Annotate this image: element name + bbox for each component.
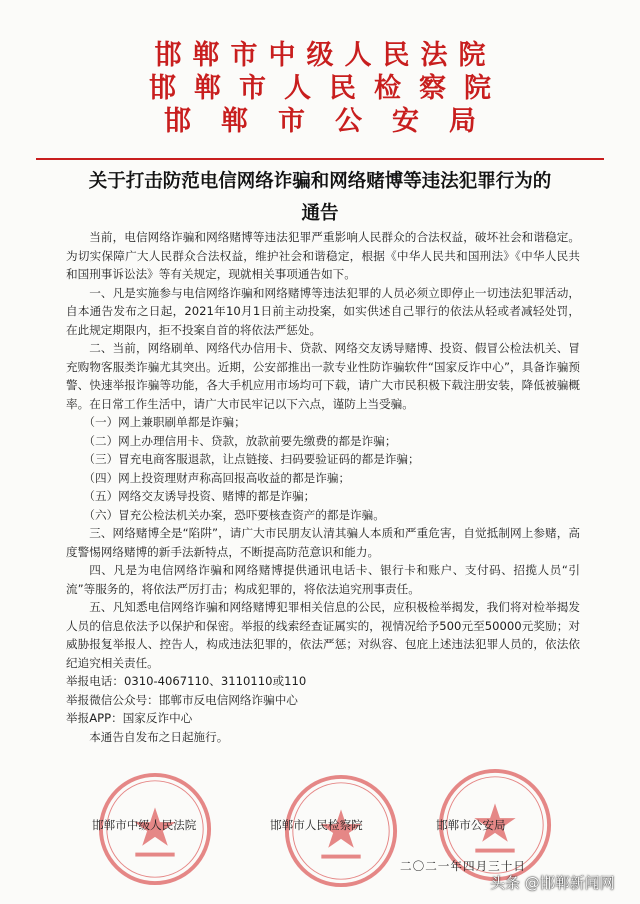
red-divider-line	[36, 158, 604, 160]
notice-body	[66, 228, 580, 746]
paragraph-3: 三、网络赌博全是“陷阱”，请广大市民朋友认清其骗人本质和严重危害，自觉抵制网上参赌，高度警惕网络赌博的新手法新特点，不断提高防范意识和能力。	[66, 526, 580, 559]
list-item: （四）网上投资理财声称高回报高收益的都是诈骗；	[83, 470, 351, 485]
paragraph-2: 二、当前，网络刷单、网络代办信用卡、贷款、网络交友诱导赌博、投资、假冒公检法机关、冒充购物客服类诈骗尤其突出。近期，公安部推出一款专业性防诈骗软件“国家反诈中心”，具备诈骗预警、快速举报诈骗等功能，各大手机应用市场均可下载，请广大市民积极下载注册安装，降低被骗概率。在日常工作生活中，请广大市民牢记以下六点，谨防上当受骗。	[66, 341, 580, 411]
effective-statement: 本通告自发布之日起施行。	[89, 729, 229, 744]
signature-court: 邯郸市中级人民法院	[92, 818, 197, 832]
paragraph-4: 四、凡是为电信网络诈骗和网络赌博提供通讯电话卡、银行卡和账户、支付码、招揽人员“引流”等服务的，将依法严厉打击；构成犯罪的，将依法追究刑事责任。	[66, 563, 580, 596]
paragraph-1: 一、凡是实施参与电信网络诈骗和网络赌博等违法犯罪的人员必须立即停止一切违法犯罪活动，自本通告发布之日起，2021年10月1日前主动投案，如实供述自己罪行的依法从轻或者减轻处罚，在此规定期限内，拒不投案自首的将依法严惩处。	[66, 285, 580, 337]
title-line-1: 关于打击防范电信网络诈骗和网络赌博等违法犯罪行为的	[88, 171, 552, 192]
org-procuratorate: 邯郸市人民检察院	[149, 73, 509, 104]
intro-paragraph: 当前，电信网络诈骗和网络赌博等违法犯罪严重影响人民群众的合法权益，破坏社会和谐稳定。为切实保障广大人民群众合法权益，维护社会和谐稳定，根据《中华人民共和国刑法》《中华人民共和国刑事诉讼法》等有关规定，现就相关事项通告如下。	[66, 230, 580, 281]
issue-date: 二〇二一年四月三十日	[400, 859, 526, 873]
list-item: （五）网络交友诱导投资、赌博的都是诈骗；	[83, 489, 316, 503]
report-hotline: 举报电话：0310-4067110、3110110或110	[66, 674, 307, 688]
issuing-authorities-header	[0, 40, 640, 139]
list-item: （三）冒充电商客服退款，让点链接、扫码要验证码的都是诈骗；	[83, 452, 420, 466]
signature-row	[0, 817, 640, 835]
report-wechat: 举报微信公众号：邯郸市反电信网络诈骗中心	[66, 692, 298, 707]
title-line-2: 通告	[301, 203, 339, 224]
source-watermark: 头条 @邯郸新闻网	[490, 874, 615, 892]
list-item: （二）网上办理信用卡、贷款，放款前要先缴费的都是诈骗；	[83, 433, 397, 448]
signature-procuratorate: 邯郸市人民检察院	[270, 818, 363, 832]
notice-title	[40, 166, 600, 230]
list-item: （六）冒充公检法机关办案，恐吓要核查资产的都是诈骗。	[83, 507, 385, 522]
org-court: 邯郸市中级人民法院	[154, 40, 497, 71]
signature-police: 邯郸市公安局	[436, 818, 506, 832]
org-police: 邯郸市公安局	[164, 106, 506, 137]
list-item: （一）网上兼职刷单都是诈骗；	[83, 415, 246, 429]
paragraph-5: 五、凡知悉电信网络诈骗和网络赌博犯罪相关信息的公民，应积极检举揭发，我们将对检举揭发人员的信息依法予以保护和保密。举报的线索经查证属实的，视情况给予500元至50000元奖励；对威胁报复举报人、控告人，构成违法犯罪的，依法严惩；对纵容、包庇上述违法犯罪人员的，依法依纪追究相关责任。	[66, 600, 580, 670]
report-app: 举报APP：国家反诈中心	[66, 711, 193, 725]
